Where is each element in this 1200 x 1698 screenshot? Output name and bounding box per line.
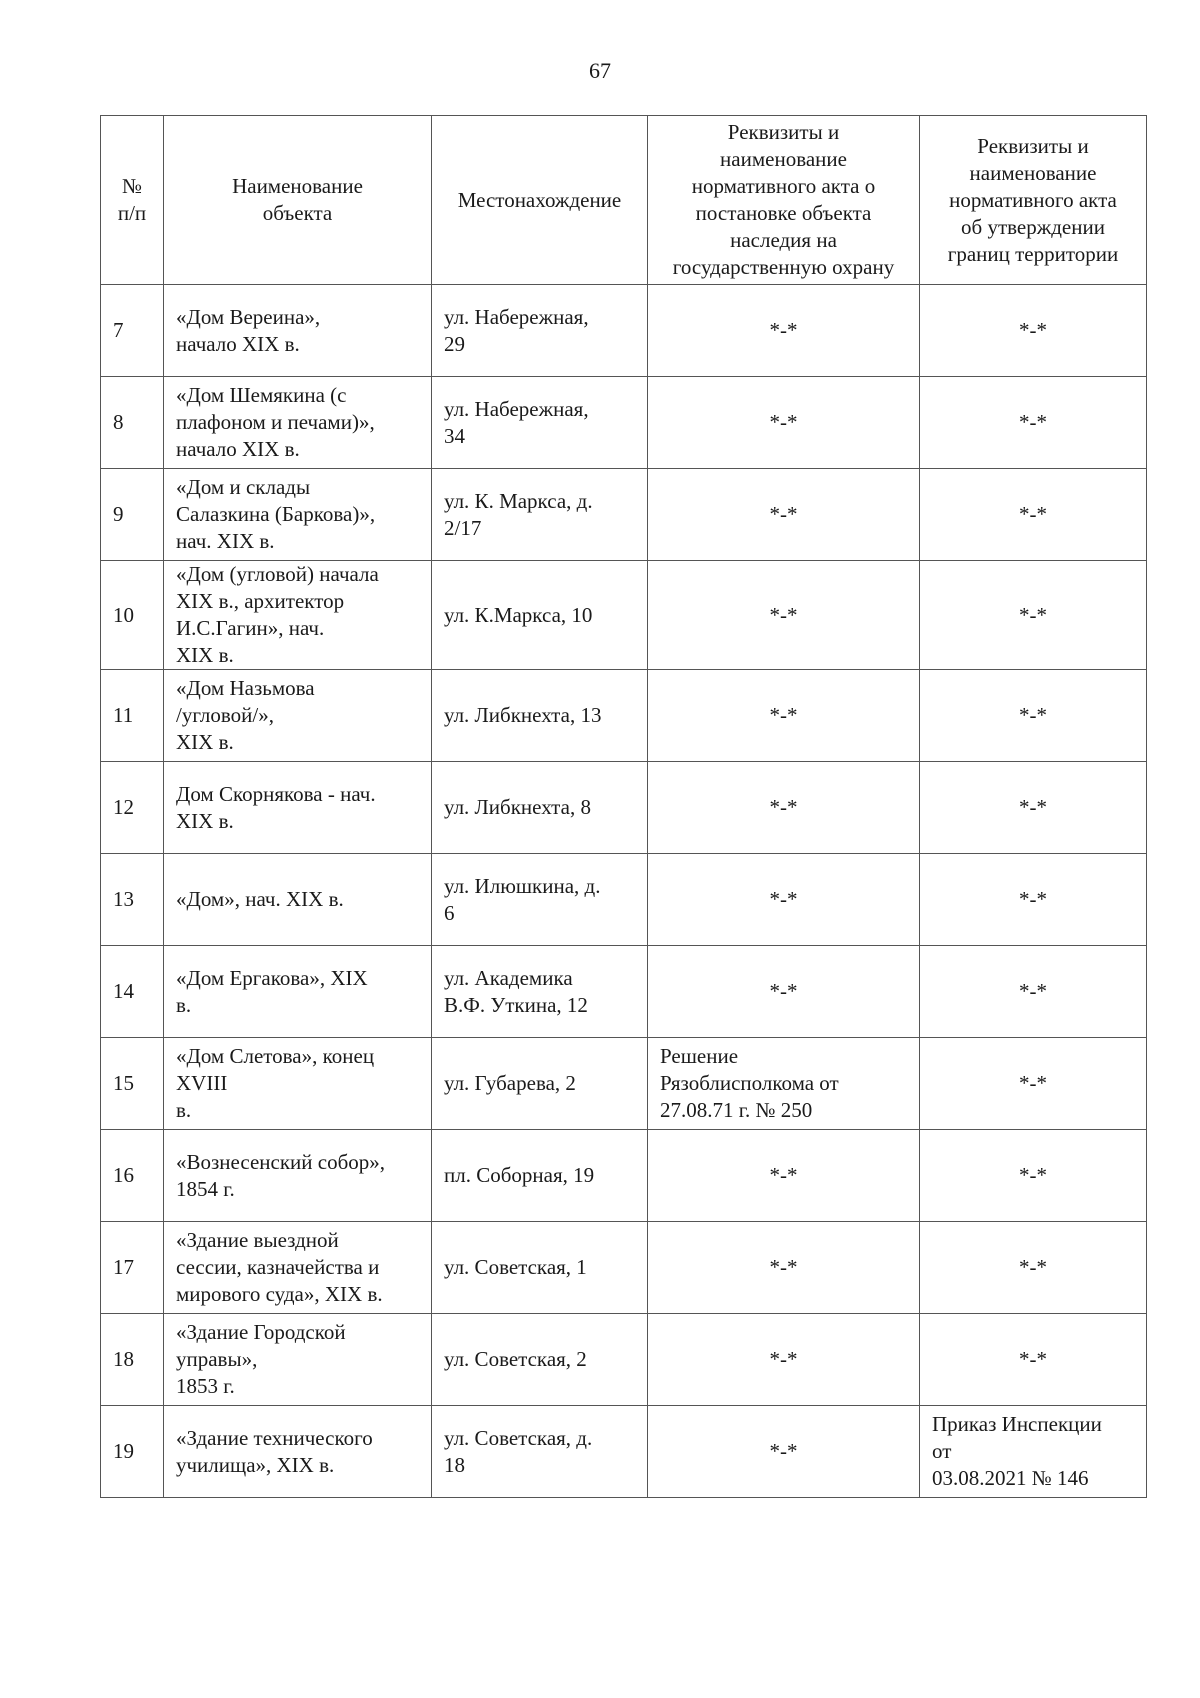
cell-protection-act: *-* bbox=[648, 1130, 920, 1222]
cell-object-name: «Дом Ергакова», XIX в. bbox=[164, 946, 432, 1038]
cell-location: ул. Советская, 2 bbox=[432, 1314, 648, 1406]
cell-location: ул. Набережная, 34 bbox=[432, 377, 648, 469]
cell-protection-act: *-* bbox=[648, 561, 920, 670]
cell-number: 11 bbox=[101, 670, 164, 762]
cell-number: 12 bbox=[101, 762, 164, 854]
cell-object-name: Дом Скорнякова - нач. XIX в. bbox=[164, 762, 432, 854]
cell-number: 17 bbox=[101, 1222, 164, 1314]
cell-object-name: «Дом и склады Салазкина (Баркова)», нач. XIX в. bbox=[164, 469, 432, 561]
cell-number: 19 bbox=[101, 1406, 164, 1498]
cell-location: ул. Илюшкина, д. 6 bbox=[432, 854, 648, 946]
cell-boundary-act: *-* bbox=[920, 1038, 1147, 1130]
cell-object-name: «Дом Вереина», начало XIX в. bbox=[164, 285, 432, 377]
table-row bbox=[101, 1314, 1147, 1406]
table-row bbox=[101, 377, 1147, 469]
table-row bbox=[101, 1130, 1147, 1222]
cell-number: 10 bbox=[101, 561, 164, 670]
cell-object-name: «Вознесенский собор», 1854 г. bbox=[164, 1130, 432, 1222]
table-row bbox=[101, 946, 1147, 1038]
cell-number: 18 bbox=[101, 1314, 164, 1406]
page-number: 67 bbox=[589, 58, 611, 83]
table-row bbox=[101, 670, 1147, 762]
header-row bbox=[101, 116, 1147, 285]
header-object-name: Наименование объекта bbox=[164, 116, 432, 285]
cell-object-name: «Здание Городской управы», 1853 г. bbox=[164, 1314, 432, 1406]
cell-number: 13 bbox=[101, 854, 164, 946]
cell-location: ул. Либкнехта, 8 bbox=[432, 762, 648, 854]
cell-location: ул. Либкнехта, 13 bbox=[432, 670, 648, 762]
cell-location: ул. Набережная, 29 bbox=[432, 285, 648, 377]
cell-number: 16 bbox=[101, 1130, 164, 1222]
cell-protection-act: *-* bbox=[648, 469, 920, 561]
cell-protection-act: *-* bbox=[648, 762, 920, 854]
cell-number: 9 bbox=[101, 469, 164, 561]
cell-location: ул. Советская, д. 18 bbox=[432, 1406, 648, 1498]
cell-number: 8 bbox=[101, 377, 164, 469]
table-row bbox=[101, 1222, 1147, 1314]
cell-object-name: «Здание технического училища», XIX в. bbox=[164, 1406, 432, 1498]
cell-protection-act: *-* bbox=[648, 1222, 920, 1314]
cell-protection-act: Решение Рязоблисполкома от 27.08.71 г. № 250 bbox=[648, 1038, 920, 1130]
table-body bbox=[101, 285, 1147, 1498]
cell-object-name: «Дом Слетова», конец XVIII в. bbox=[164, 1038, 432, 1130]
cell-number: 7 bbox=[101, 285, 164, 377]
cell-protection-act: *-* bbox=[648, 377, 920, 469]
cell-object-name: «Дом Назьмова /угловой/», XIX в. bbox=[164, 670, 432, 762]
cell-protection-act: *-* bbox=[648, 946, 920, 1038]
heritage-objects-table bbox=[100, 115, 1147, 1498]
table-row bbox=[101, 854, 1147, 946]
table-row bbox=[101, 561, 1147, 670]
cell-location: ул. К. Маркса, д. 2/17 bbox=[432, 469, 648, 561]
cell-protection-act: *-* bbox=[648, 285, 920, 377]
header-boundary-act: Реквизиты и наименование нормативного акта об утверждении границ территории bbox=[920, 116, 1147, 285]
cell-boundary-act: *-* bbox=[920, 469, 1147, 561]
table-row bbox=[101, 1406, 1147, 1498]
cell-number: 15 bbox=[101, 1038, 164, 1130]
cell-boundary-act: *-* bbox=[920, 377, 1147, 469]
cell-location: ул. Советская, 1 bbox=[432, 1222, 648, 1314]
header-location: Местонахождение bbox=[432, 116, 648, 285]
cell-boundary-act: *-* bbox=[920, 285, 1147, 377]
cell-boundary-act: *-* bbox=[920, 762, 1147, 854]
cell-number: 14 bbox=[101, 946, 164, 1038]
table-row bbox=[101, 762, 1147, 854]
header-number: № п/п bbox=[101, 116, 164, 285]
table-row bbox=[101, 1038, 1147, 1130]
cell-boundary-act: *-* bbox=[920, 1314, 1147, 1406]
cell-object-name: «Дом», нач. XIX в. bbox=[164, 854, 432, 946]
cell-boundary-act: *-* bbox=[920, 1130, 1147, 1222]
cell-protection-act: *-* bbox=[648, 670, 920, 762]
cell-boundary-act: Приказ Инспекции от 03.08.2021 № 146 bbox=[920, 1406, 1147, 1498]
cell-protection-act: *-* bbox=[648, 1314, 920, 1406]
cell-boundary-act: *-* bbox=[920, 1222, 1147, 1314]
cell-boundary-act: *-* bbox=[920, 946, 1147, 1038]
table-row bbox=[101, 285, 1147, 377]
cell-object-name: «Дом (угловой) начала XIX в., архитектор И.С.Гагин», нач. XIX в. bbox=[164, 561, 432, 670]
cell-boundary-act: *-* bbox=[920, 670, 1147, 762]
cell-location: пл. Соборная, 19 bbox=[432, 1130, 648, 1222]
cell-protection-act: *-* bbox=[648, 854, 920, 946]
cell-location: ул. К.Маркса, 10 bbox=[432, 561, 648, 670]
header-protection-act: Реквизиты и наименование нормативного акта о постановке объекта наследия на государственную охрану bbox=[648, 116, 920, 285]
table-header bbox=[101, 116, 1147, 285]
cell-protection-act: *-* bbox=[648, 1406, 920, 1498]
cell-object-name: «Дом Шемякина (с плафоном и печами)», начало XIX в. bbox=[164, 377, 432, 469]
cell-boundary-act: *-* bbox=[920, 854, 1147, 946]
cell-boundary-act: *-* bbox=[920, 561, 1147, 670]
cell-location: ул. Академика В.Ф. Уткина, 12 bbox=[432, 946, 648, 1038]
cell-object-name: «Здание выездной сессии, казначейства и мирового суда», XIX в. bbox=[164, 1222, 432, 1314]
table-row bbox=[101, 469, 1147, 561]
cell-location: ул. Губарева, 2 bbox=[432, 1038, 648, 1130]
